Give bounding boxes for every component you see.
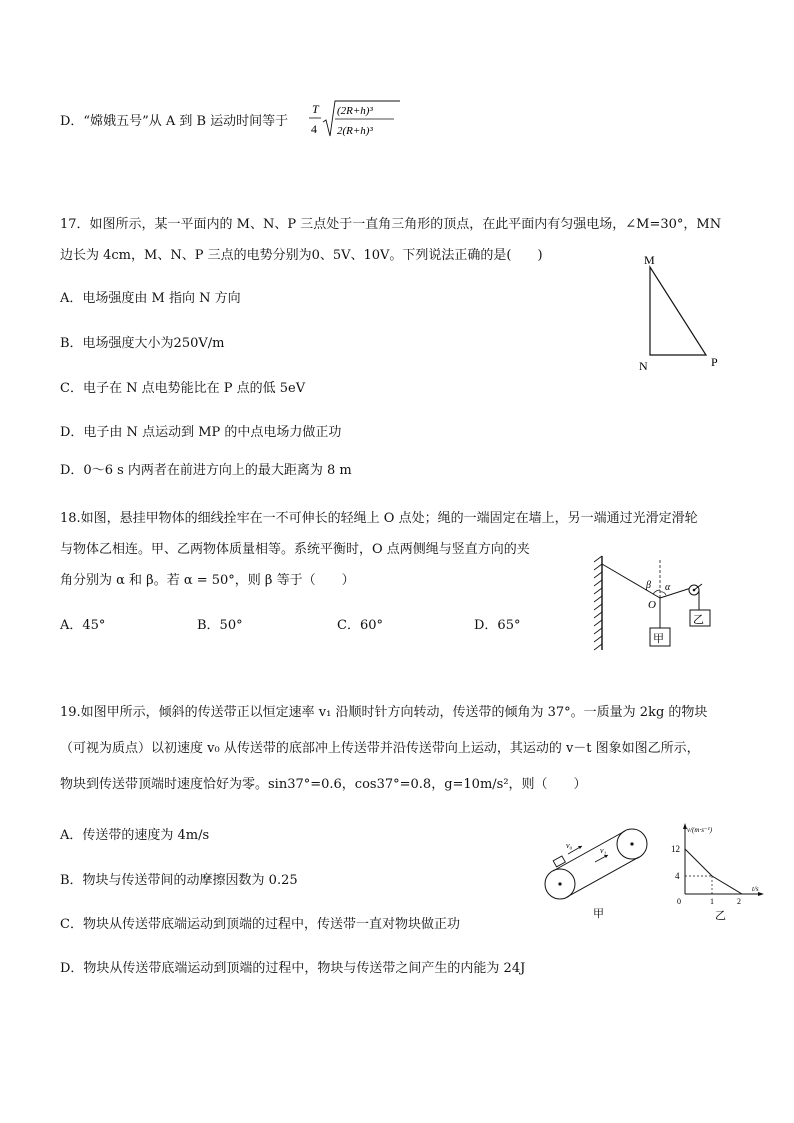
caption-jia: 甲 xyxy=(593,908,604,920)
tick-0: 0 xyxy=(677,897,681,906)
q19-conveyor-figure xyxy=(540,822,655,922)
q19-stem-line3: 物块到传送带顶端时速度恰好为零。sin37°=0.6，cos37°=0.8，g=10m/s²，则（ ） xyxy=(60,777,587,792)
label-yi: 乙 xyxy=(693,614,704,626)
q18-option-b: B．50° xyxy=(197,618,243,633)
belt-bottom xyxy=(567,857,639,897)
q19-stem-line2: （可视为质点）以初速度 v₀ 从传送带的底部冲上传送带并沿传送带向上运动，其运动的 v－t 图象如图乙所示， xyxy=(60,741,700,756)
q18-option-d: D．65° xyxy=(474,618,521,633)
q17-option-a: A．电场强度由 M 指向 N 方向 xyxy=(60,291,241,306)
label-n: N xyxy=(639,359,648,373)
q18-stem-line2: 与物体乙相连。甲、乙两物体质量相等。系统平衡时，O 点两侧绳与竖直方向的夹 xyxy=(60,542,530,557)
tick-12: 12 xyxy=(671,844,680,854)
q19-option-c: C．物块从传送带底端运动到顶端的过程中，传送带一直对物块做正功 xyxy=(60,917,460,932)
q17-stem-line1: 17．如图所示，某一平面内的 M、N、P 三点处于一直角三角形的顶点，在此平面内有匀强电场，∠M=30°，MN xyxy=(60,217,722,232)
formula-denominator: 4 xyxy=(311,122,317,136)
q18-pulley-figure xyxy=(590,552,725,657)
label-v0: v₀ xyxy=(566,841,573,850)
q17-triangle-figure xyxy=(632,250,732,375)
label-alpha: α xyxy=(665,582,671,593)
q17-stem-line2: 边长为 4cm，M、N、P 三点的电势分别为0、5V、10V。下列说法正确的是( ) xyxy=(60,248,543,263)
formula-numerator: T xyxy=(312,102,319,116)
label-p: P xyxy=(711,355,718,369)
q16-option-d xyxy=(60,113,288,131)
q19-option-d: D．物块从传送带底端运动到顶端的过程中，物块与传送带之间产生的内能为 24J xyxy=(60,961,526,976)
q16-option-d-text: D．“嫦娥五号”从 A 到 B 运动时间等于 xyxy=(60,114,289,129)
belt-top xyxy=(553,831,625,871)
label-o: O xyxy=(648,599,656,611)
caption-yi: 乙 xyxy=(715,910,726,922)
label-jia: 甲 xyxy=(653,633,664,645)
tick-2: 2 xyxy=(737,897,741,906)
q18-stem-line3: 角分别为 α 和 β。若 α = 50°，则 β 等于（ ） xyxy=(60,573,355,588)
label-v1: v₁ xyxy=(600,846,607,855)
q18-option-c: C．60° xyxy=(337,618,383,633)
q17-option-b: B．电场强度大小为250V/m xyxy=(60,336,225,351)
tick-1: 1 xyxy=(710,897,714,906)
q18-option-a: A．45° xyxy=(60,618,106,633)
rope-to-wall xyxy=(602,564,660,598)
q18-stem-line1: 18.如图，悬挂甲物体的细线拴牢在一不可伸长的轻绳上 O 点处；绳的一端固定在墙上，另一端通过光滑定滑轮 xyxy=(60,511,698,526)
label-beta: β xyxy=(646,580,651,591)
sqrt-numerator: (2R+h)³ xyxy=(337,105,373,117)
sqrt-denominator: 2(R+h)³ xyxy=(337,125,373,137)
q17-option-d: D．电子由 N 点运动到 MP 的中点电场力做正功 xyxy=(60,425,342,440)
right-triangle-mnp xyxy=(650,267,706,355)
q16-formula xyxy=(304,96,404,144)
vt-line xyxy=(685,849,742,894)
q19-stem-line1: 19.如图甲所示，倾斜的传送带正以恒定速率 v₁ 沿顺时针方向转动，传送带的倾角为 37°。一质量为 2kg 的物块 xyxy=(60,705,708,720)
y-axis-label: v/(m·s⁻¹) xyxy=(687,826,713,834)
label-m: M xyxy=(644,253,655,267)
q17-extra-option-d: D．0～6 s 内两者在前进方向上的最大距离为 8 m xyxy=(60,463,352,478)
q17-option-c: C．电子在 N 点电势能比在 P 点的低 5eV xyxy=(60,381,306,396)
tick-4: 4 xyxy=(675,871,680,881)
x-axis-label: t/s xyxy=(752,885,759,893)
q19-option-a: A．传送带的速度为 4m/s xyxy=(60,828,210,843)
q19-vt-graph xyxy=(665,820,775,922)
wall-hatching xyxy=(594,556,602,650)
q19-option-b: B．物块与传送带间的动摩擦因数为 0.25 xyxy=(60,873,298,888)
